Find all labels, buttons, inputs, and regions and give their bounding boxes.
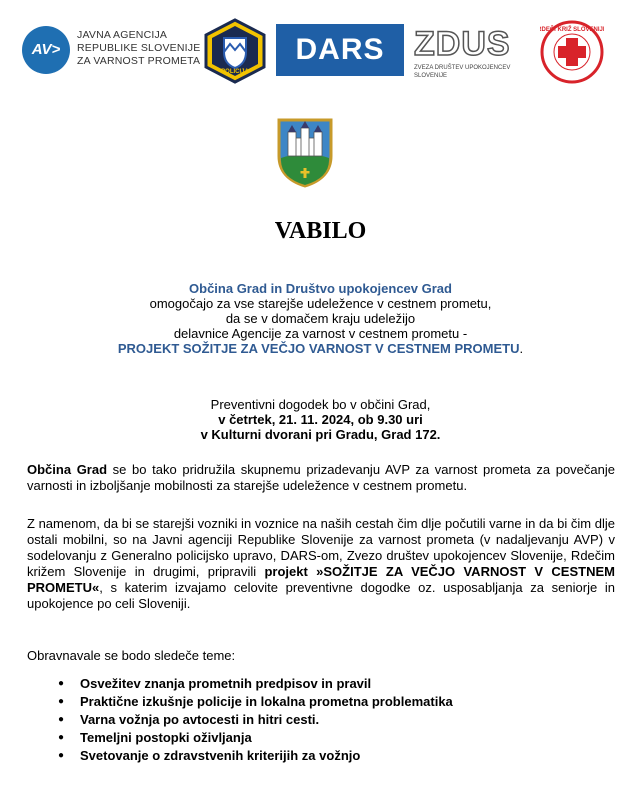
list-item: ● Svetovanje o zdravstvenih kriterijih za vožnjo (58, 747, 453, 765)
paragraph-2 (27, 516, 615, 612)
dars-logo: DARS (276, 24, 404, 76)
red-cross-logo (540, 20, 604, 84)
policija-text: POLICIJA (221, 69, 249, 75)
paragraph-1-bold: Občina Grad (27, 462, 108, 477)
intro-block (0, 281, 641, 356)
intro-line-3: delavnice Agencije za varnost v cestnem prometu - (173, 326, 468, 341)
municipality-crest-icon (277, 118, 333, 188)
intro-line-2: da se v domačem kraju udeležijo (225, 311, 416, 326)
topics-list (58, 675, 453, 765)
zdus-logo-text: ZDUS (414, 25, 511, 63)
event-block (0, 397, 641, 442)
avp-logo (22, 26, 202, 74)
paragraph-1 (27, 462, 615, 494)
list-item: ● Temeljni postopki oživljanja (58, 729, 453, 747)
intro-project-period: . (519, 341, 524, 356)
avp-line-3: ZA VARNOST PROMETA (77, 55, 201, 67)
avp-logo-mark: AV> (22, 26, 70, 74)
list-item: ● Osvežitev znanja prometnih predpisov in pravil (58, 675, 453, 693)
intro-line-1: omogočajo za vse starejše udeležence v cestnem prometu, (149, 296, 492, 311)
event-location-line: Preventivni dogodek bo v občini Grad, (210, 397, 431, 412)
paragraph-2-text-1: Z namenom, da bi se starejši vozniki in voznice na naših cestah čim dlje počutili varne in da bi čim dlje ostali mobilni, so na Javni agenciji Republike Slovenije za varnost prometa (v nadaljevanju AVP) v sodelovanju z Generalno policijsko upravo, DARS-om, Zvezo društev upokojencev Slovenije, Rdečim križem Slovenije in drugimi, pripravili (27, 516, 615, 579)
intro-project-name: PROJEKT SOŽITJE ZA VEČJO VARNOST V CESTNEM PROMETU (117, 341, 520, 356)
paragraph-2-text-2: , s katerim izvajamo celovite preventivne dogodke oz. usposabljanja za seniorje in upokojence po celi Sloveniji. (27, 580, 615, 611)
list-item: ● Praktične izkušnje policije in lokalna prometna problematika (58, 693, 453, 711)
paragraph-2-bold: projekt »SOŽITJE ZA VEČJO VARNOST V CESTNEM PROMETU« (27, 564, 615, 595)
zdus-logo-subtext: ZVEZA DRUŠTEV UPOKOJENCEV SLOVENIJE (414, 65, 511, 79)
red-cross-text: RDEČI KRIŽ SLOVENIJE (540, 27, 604, 33)
topics-intro: Obravnavale se bodo sledeče teme: (27, 648, 236, 663)
list-item: ● Varna vožnja po avtocesti in hitri cesti. (58, 711, 453, 729)
avp-line-2: REPUBLIKE SLOVENIJE (77, 42, 201, 54)
page-title: VABILO (274, 218, 367, 244)
zdus-logo (414, 24, 528, 80)
avp-line-1: JAVNA AGENCIJA (77, 29, 168, 41)
avp-logo-text (77, 29, 200, 68)
paragraph-1-text: se bo tako pridružila skupnemu prizadevanju AVP za varnost prometa za povečanje varnosti in izboljšanje mobilnosti za starejše udeležence v cestnem prometu. (27, 462, 615, 493)
event-venue-line: v Kulturni dvorani pri Gradu, Grad 172. (200, 427, 441, 442)
intro-organizers: Občina Grad in Društvo upokojencev Grad (189, 281, 452, 296)
logo-bar (22, 18, 622, 88)
policija-badge (202, 18, 268, 84)
event-date-line: v četrtek, 21. 11. 2024, ob 9.30 uri (218, 412, 423, 427)
intro-project-line (0, 341, 641, 356)
